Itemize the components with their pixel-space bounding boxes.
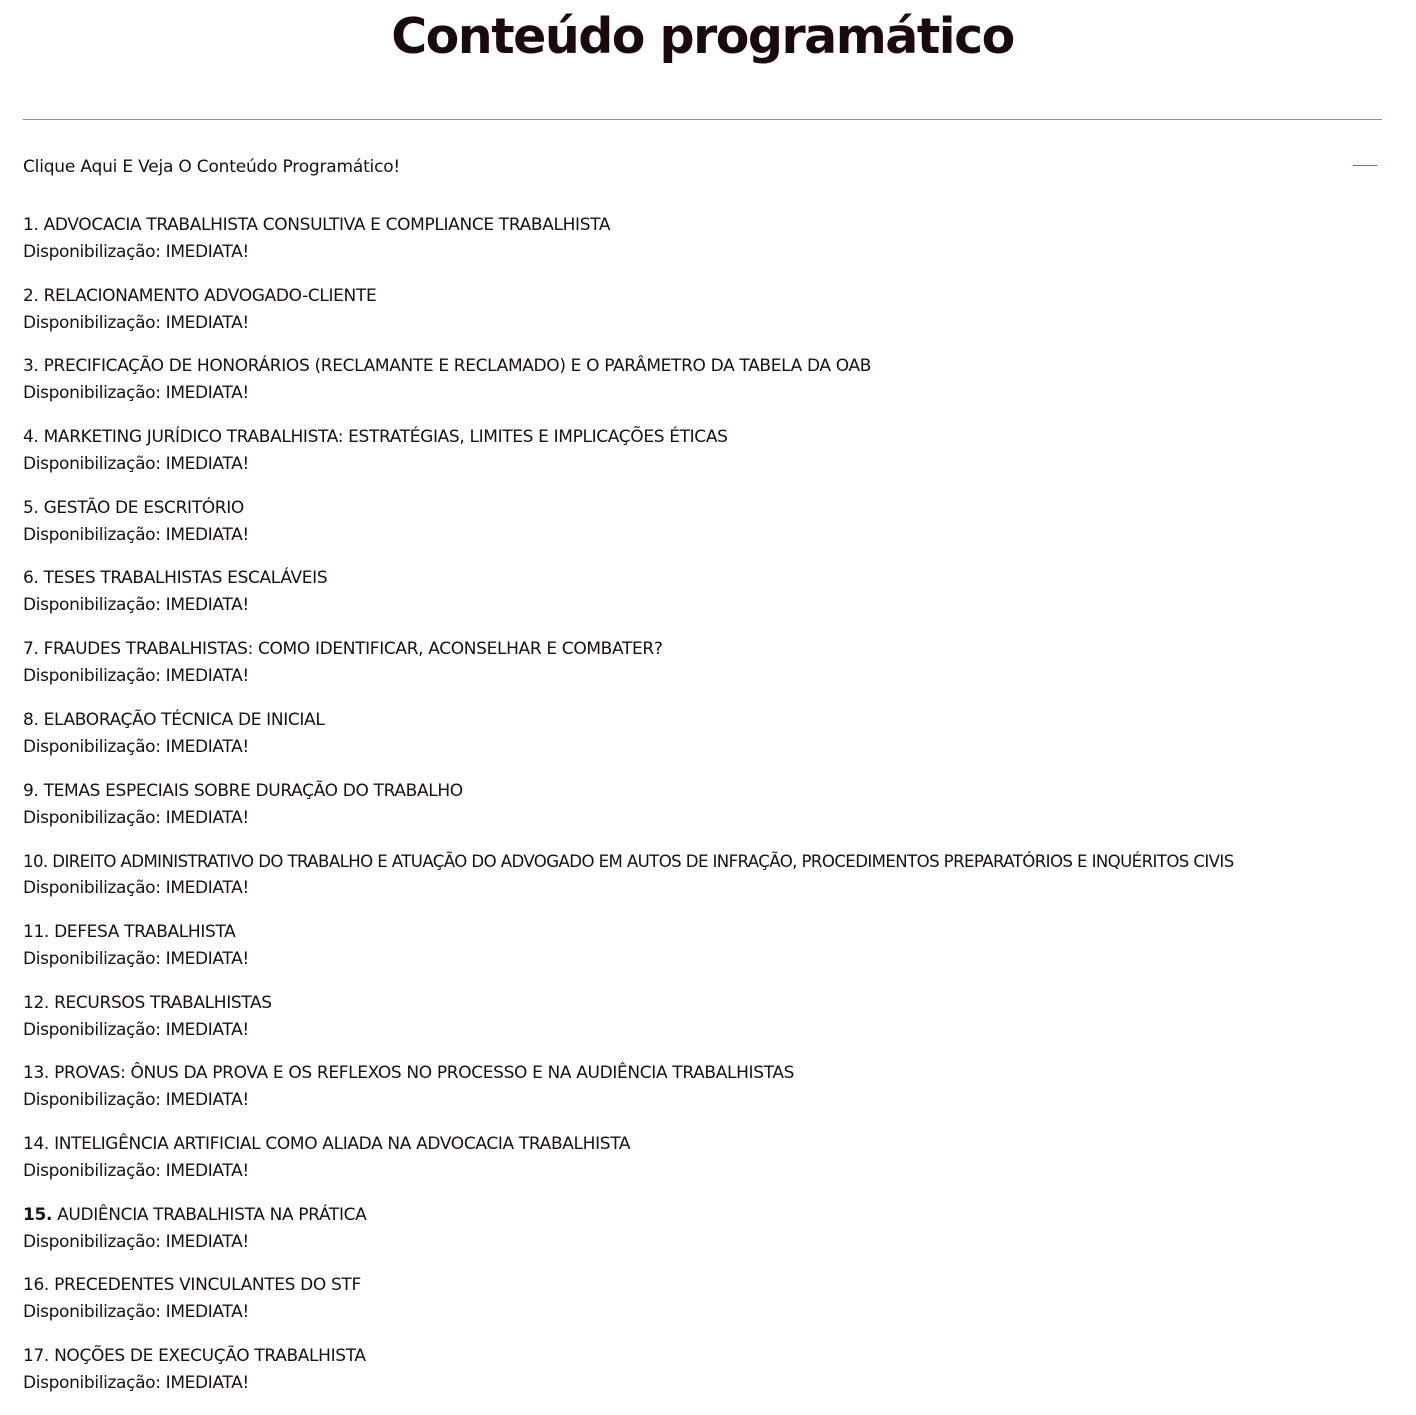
module-item	[23, 283, 1393, 354]
module-number: 12.	[23, 992, 49, 1013]
module-item	[23, 353, 1393, 424]
module-name: PROVAS: ÔNUS DA PROVA E OS REFLEXOS NO PROCESSO E NA AUDIÊNCIA TRABALHISTAS	[54, 1063, 795, 1084]
module-number: 9.	[23, 780, 39, 801]
section-divider	[23, 119, 1382, 120]
module-availability: Disponibilização: IMEDIATA!	[23, 1160, 249, 1181]
module-number: 15.	[23, 1204, 53, 1225]
module-title	[23, 424, 1393, 451]
module-item	[23, 1272, 1393, 1343]
module-name: TESES TRABALHISTAS ESCALÁVEIS	[43, 568, 328, 589]
module-name: PRECEDENTES VINCULANTES DO STF	[54, 1275, 361, 1296]
module-title	[23, 1131, 1393, 1158]
module-number: 2.	[23, 285, 39, 306]
module-item	[23, 919, 1393, 990]
module-name: DEFESA TRABALHISTA	[54, 921, 236, 942]
module-number: 3.	[23, 356, 39, 377]
module-number: 16.	[23, 1275, 49, 1296]
module-title	[23, 1343, 1393, 1370]
module-number: 7.	[23, 639, 39, 660]
module-item	[23, 707, 1393, 778]
module-title	[23, 707, 1393, 734]
module-availability: Disponibilização: IMEDIATA!	[23, 1090, 249, 1111]
module-title	[23, 353, 1393, 380]
module-name: TEMAS ESPECIAIS SOBRE DURAÇÃO DO TRABALHO	[43, 780, 463, 801]
module-availability: Disponibilização: IMEDIATA!	[23, 524, 249, 545]
module-name: AUDIÊNCIA TRABALHISTA NA PRÁTICA	[57, 1204, 367, 1225]
module-name: PRECIFICAÇÃO DE HONORÁRIOS (RECLAMANTE E RECLAMADO) E O PARÂMETRO DA TABELA DA OAB	[43, 356, 872, 377]
module-item	[23, 424, 1393, 495]
module-number: 4.	[23, 427, 39, 448]
module-name: MARKETING JURÍDICO TRABALHISTA: ESTRATÉGIAS, LIMITES E IMPLICAÇÕES ÉTICAS	[43, 427, 728, 448]
module-availability: Disponibilização: IMEDIATA!	[23, 312, 249, 333]
module-availability: Disponibilização: IMEDIATA!	[23, 1302, 249, 1323]
module-title	[23, 778, 1393, 805]
module-availability: Disponibilização: IMEDIATA!	[23, 878, 249, 899]
module-name: GESTÃO DE ESCRITÓRIO	[43, 497, 244, 518]
module-item	[23, 495, 1393, 566]
accordion-title[interactable]: Clique Aqui E Veja O Conteúdo Programático!	[23, 157, 401, 177]
accordion-toggle[interactable]	[23, 154, 1382, 184]
module-number: 17.	[23, 1346, 49, 1366]
module-availability: Disponibilização: IMEDIATA!	[23, 242, 249, 262]
module-title	[23, 1272, 1393, 1299]
module-title	[23, 283, 1393, 310]
module-availability: Disponibilização: IMEDIATA!	[23, 807, 249, 828]
module-availability: Disponibilização: IMEDIATA!	[23, 736, 249, 757]
module-availability: Disponibilização: IMEDIATA!	[23, 1019, 249, 1040]
module-item	[23, 1202, 1393, 1273]
module-availability: Disponibilização: IMEDIATA!	[23, 948, 249, 969]
module-item	[23, 1343, 1393, 1414]
module-name: NOÇÕES DE EXECUÇÃO TRABALHISTA	[54, 1346, 366, 1366]
module-availability: Disponibilização: IMEDIATA!	[23, 383, 249, 404]
module-title	[23, 636, 1393, 663]
module-number: 13.	[23, 1063, 49, 1084]
module-item	[23, 1131, 1393, 1202]
module-name: RECURSOS TRABALHISTAS	[54, 992, 272, 1013]
module-title	[23, 212, 1393, 239]
module-title	[23, 848, 1393, 875]
module-number: 10.	[23, 852, 48, 872]
module-number: 5.	[23, 497, 39, 518]
module-name: INTELIGÊNCIA ARTIFICIAL COMO ALIADA NA ADVOCACIA TRABALHISTA	[54, 1133, 631, 1154]
minus-icon[interactable]	[1353, 165, 1377, 166]
module-number: 8.	[23, 709, 39, 730]
module-availability: Disponibilização: IMEDIATA!	[23, 1231, 249, 1252]
module-title	[23, 1060, 1393, 1087]
module-name: FRAUDES TRABALHISTAS: COMO IDENTIFICAR, ACONSELHAR E COMBATER?	[43, 639, 663, 660]
module-item	[23, 212, 1393, 283]
module-number: 11.	[23, 921, 49, 942]
module-number: 1.	[23, 215, 39, 235]
module-availability: Disponibilização: IMEDIATA!	[23, 454, 249, 475]
module-item	[23, 636, 1393, 707]
module-name: DIREITO ADMINISTRATIVO DO TRABALHO E ATUAÇÃO DO ADVOGADO EM AUTOS DE INFRAÇÃO, PROCEDIMENTOS PREPARATÓRIOS E INQUÉRITOS CIVIS	[52, 852, 1234, 872]
module-list	[23, 212, 1393, 1414]
module-name: ELABORAÇÃO TÉCNICA DE INICIAL	[43, 709, 325, 730]
module-title	[23, 919, 1393, 946]
module-number: 14.	[23, 1133, 49, 1154]
module-item	[23, 565, 1393, 636]
module-number: 6.	[23, 568, 39, 589]
module-availability: Disponibilização: IMEDIATA!	[23, 1373, 249, 1393]
module-name: RELACIONAMENTO ADVOGADO-CLIENTE	[43, 285, 377, 306]
page-title: Conteúdo programático	[391, 8, 1014, 65]
module-title	[23, 565, 1393, 592]
module-title	[23, 1202, 1393, 1229]
module-title	[23, 990, 1393, 1017]
module-name: ADVOCACIA TRABALHISTA CONSULTIVA E COMPLIANCE TRABALHISTA	[43, 215, 611, 235]
module-item	[23, 990, 1393, 1061]
module-title	[23, 495, 1393, 522]
module-item	[23, 778, 1393, 849]
module-availability: Disponibilização: IMEDIATA!	[23, 666, 249, 687]
module-item	[23, 848, 1393, 919]
module-availability: Disponibilização: IMEDIATA!	[23, 595, 249, 616]
module-item	[23, 1060, 1393, 1131]
